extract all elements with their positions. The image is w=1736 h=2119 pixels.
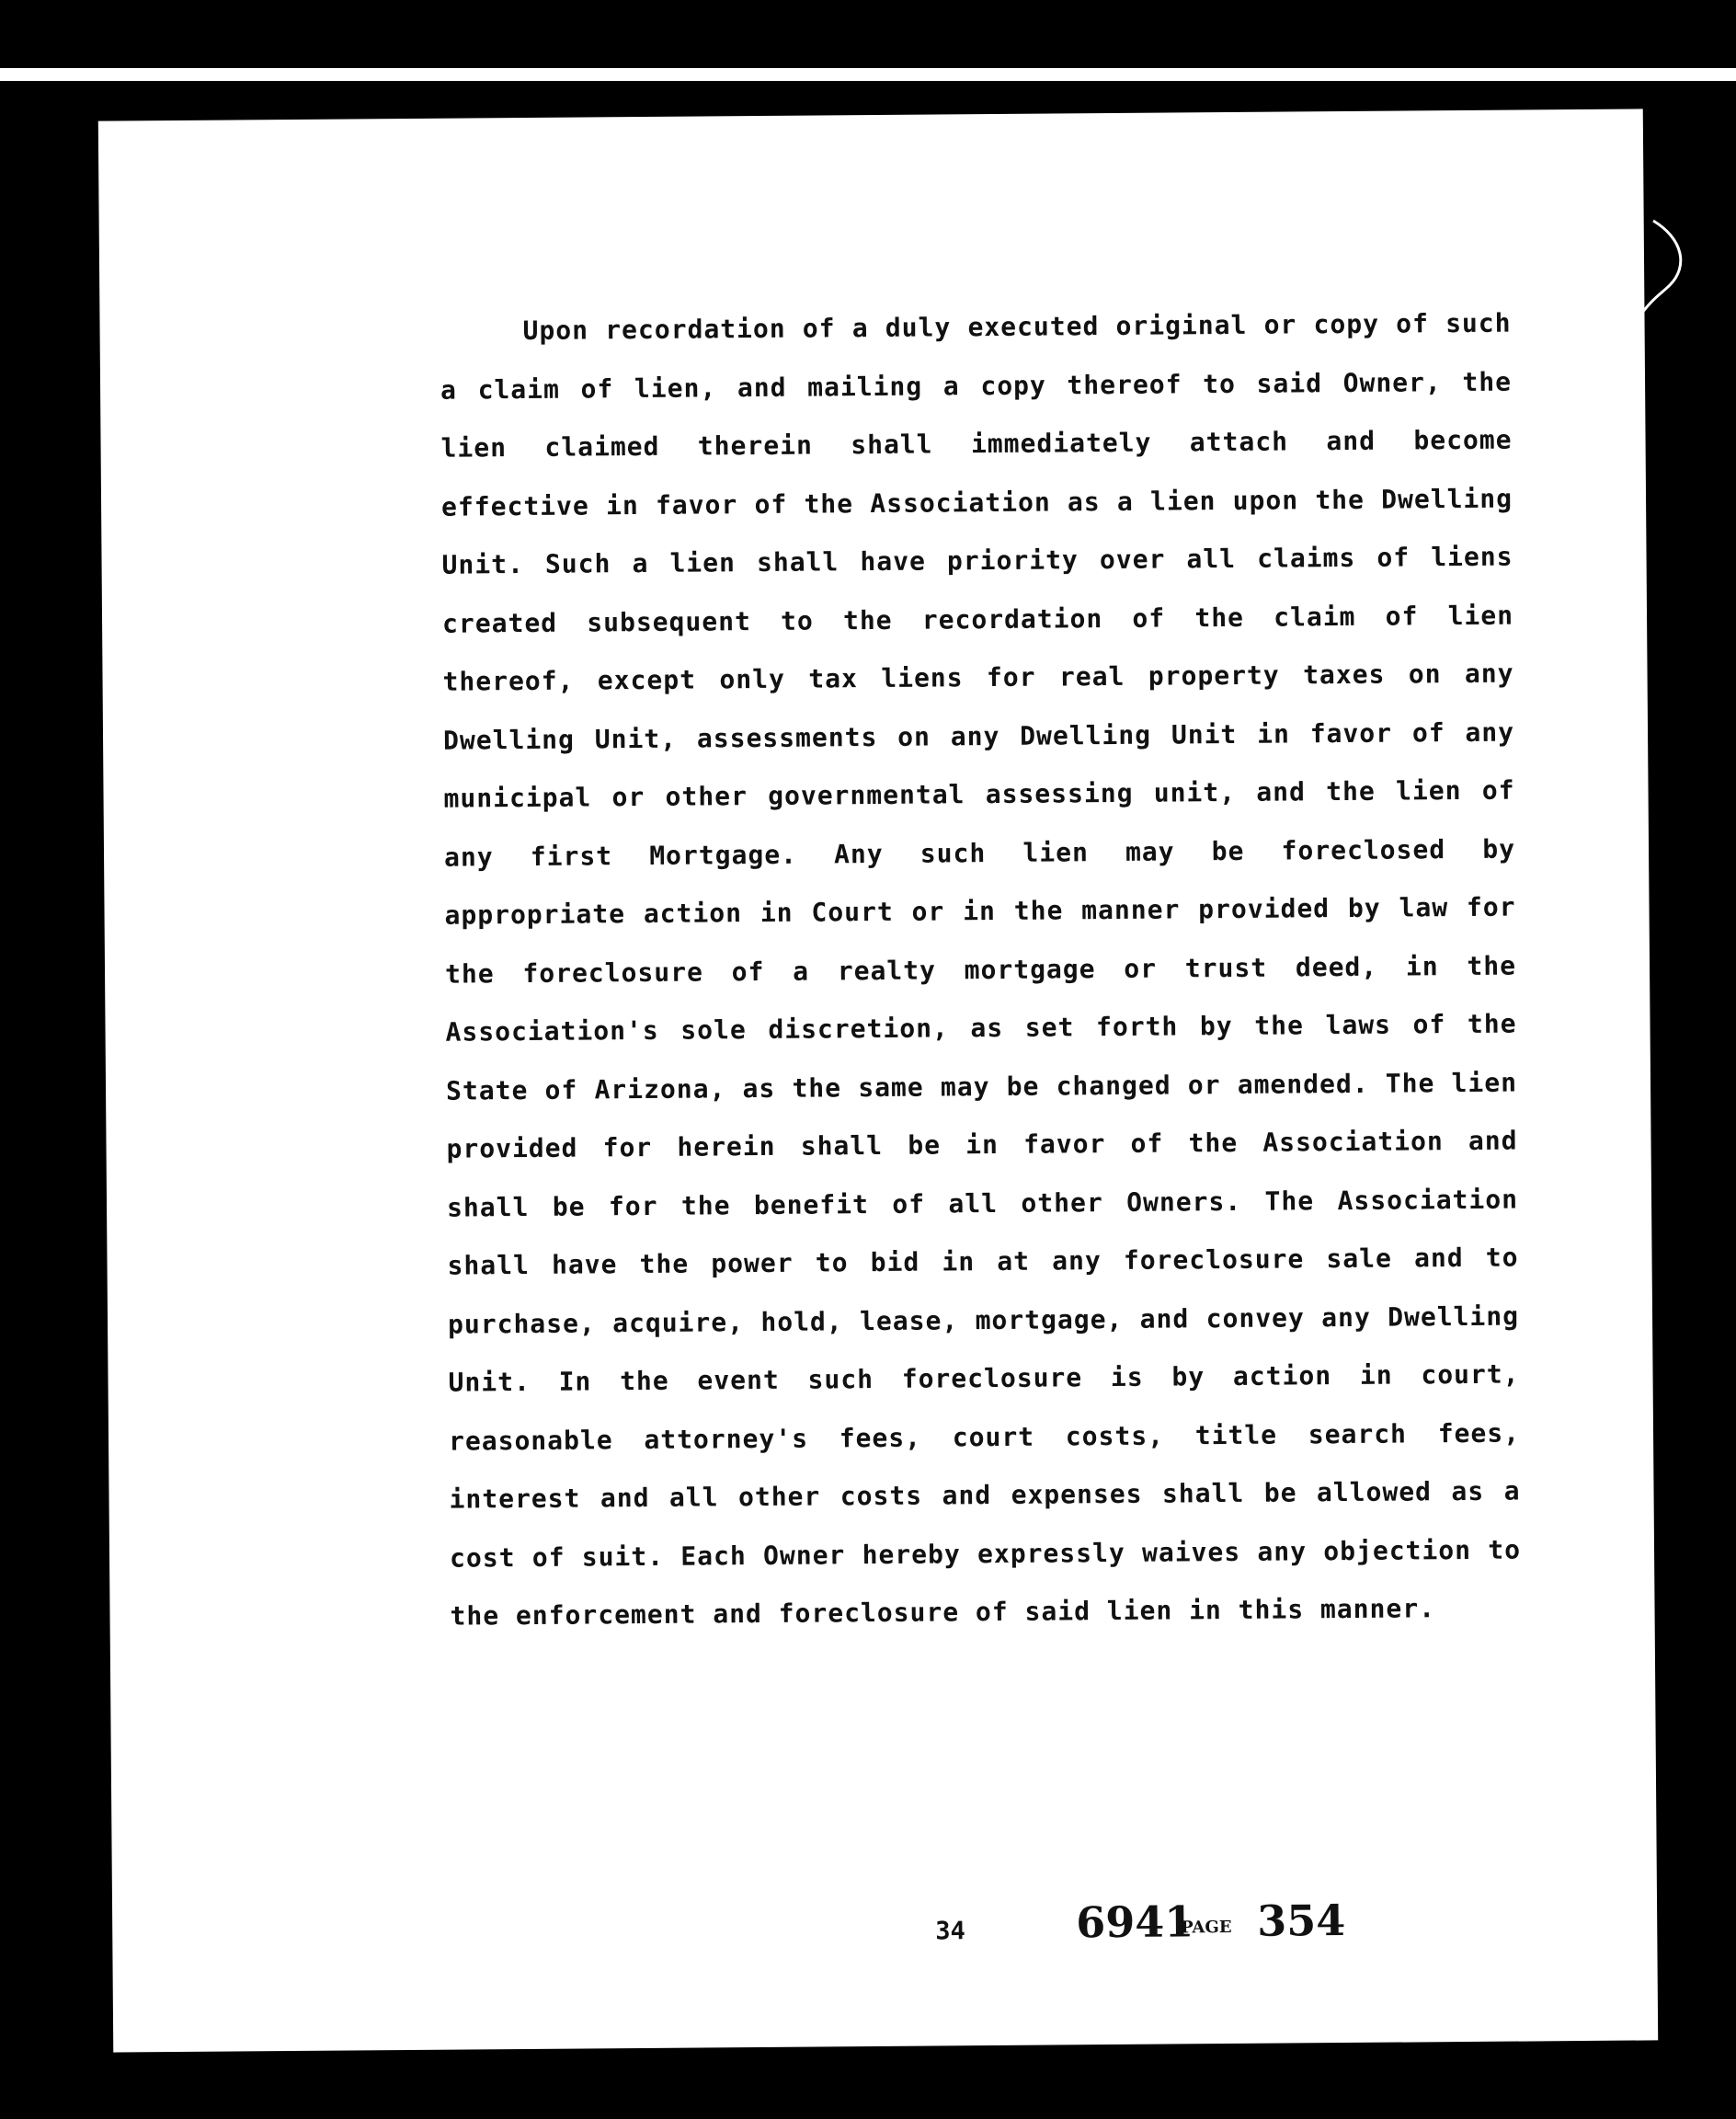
page-number: 34 [935, 1917, 965, 1946]
document-page [98, 109, 1658, 2052]
body-paragraph: Upon recordation of a duly executed original or copy of such a claim of lien, and mailing a copy thereof to said Owner, the lien claimed therein shall immediately attach and become effective in favor of the Association as a lien upon the Dwelling Unit. Such a lien shall have priority over all claims of liens created subsequent to the recordation of the claim of lien thereof, except only tax liens for real property taxes on any Dwelling Unit, assessments on any Dwelling Unit in favor of any municipal or other governmental assessing unit, and the lien of any first Mortgage. Any such lien may be foreclosed by appropriate action in Court or in the manner provided by law for the foreclosure of a realty mortgage or trust deed, in the Association's sole discretion, as set forth by the laws of the State of Arizona, as the same may be changed or amended. The lien provided for herein shall be in favor of the Association and shall be for the benefit of all other Owners. The Association shall have the power to bid in at any foreclosure sale and to purchase, acquire, hold, lease, mortgage, and convey any Dwelling Unit. In the event such foreclosure is by action in court, reasonable attorney's fees, court costs, title search fees, interest and all other costs and expenses shall be allowed as a cost of suit. Each Owner hereby expressly waives any objection to the enforcement and foreclosure of said lien in this manner. [440, 307, 1522, 1632]
page-label-stamp: PAGE [1181, 1918, 1232, 1938]
book-number-stamp: 6941 [1075, 1896, 1194, 1948]
page-reference-stamp: 354 [1256, 1896, 1346, 1946]
scan-edge-rule [0, 68, 1736, 81]
